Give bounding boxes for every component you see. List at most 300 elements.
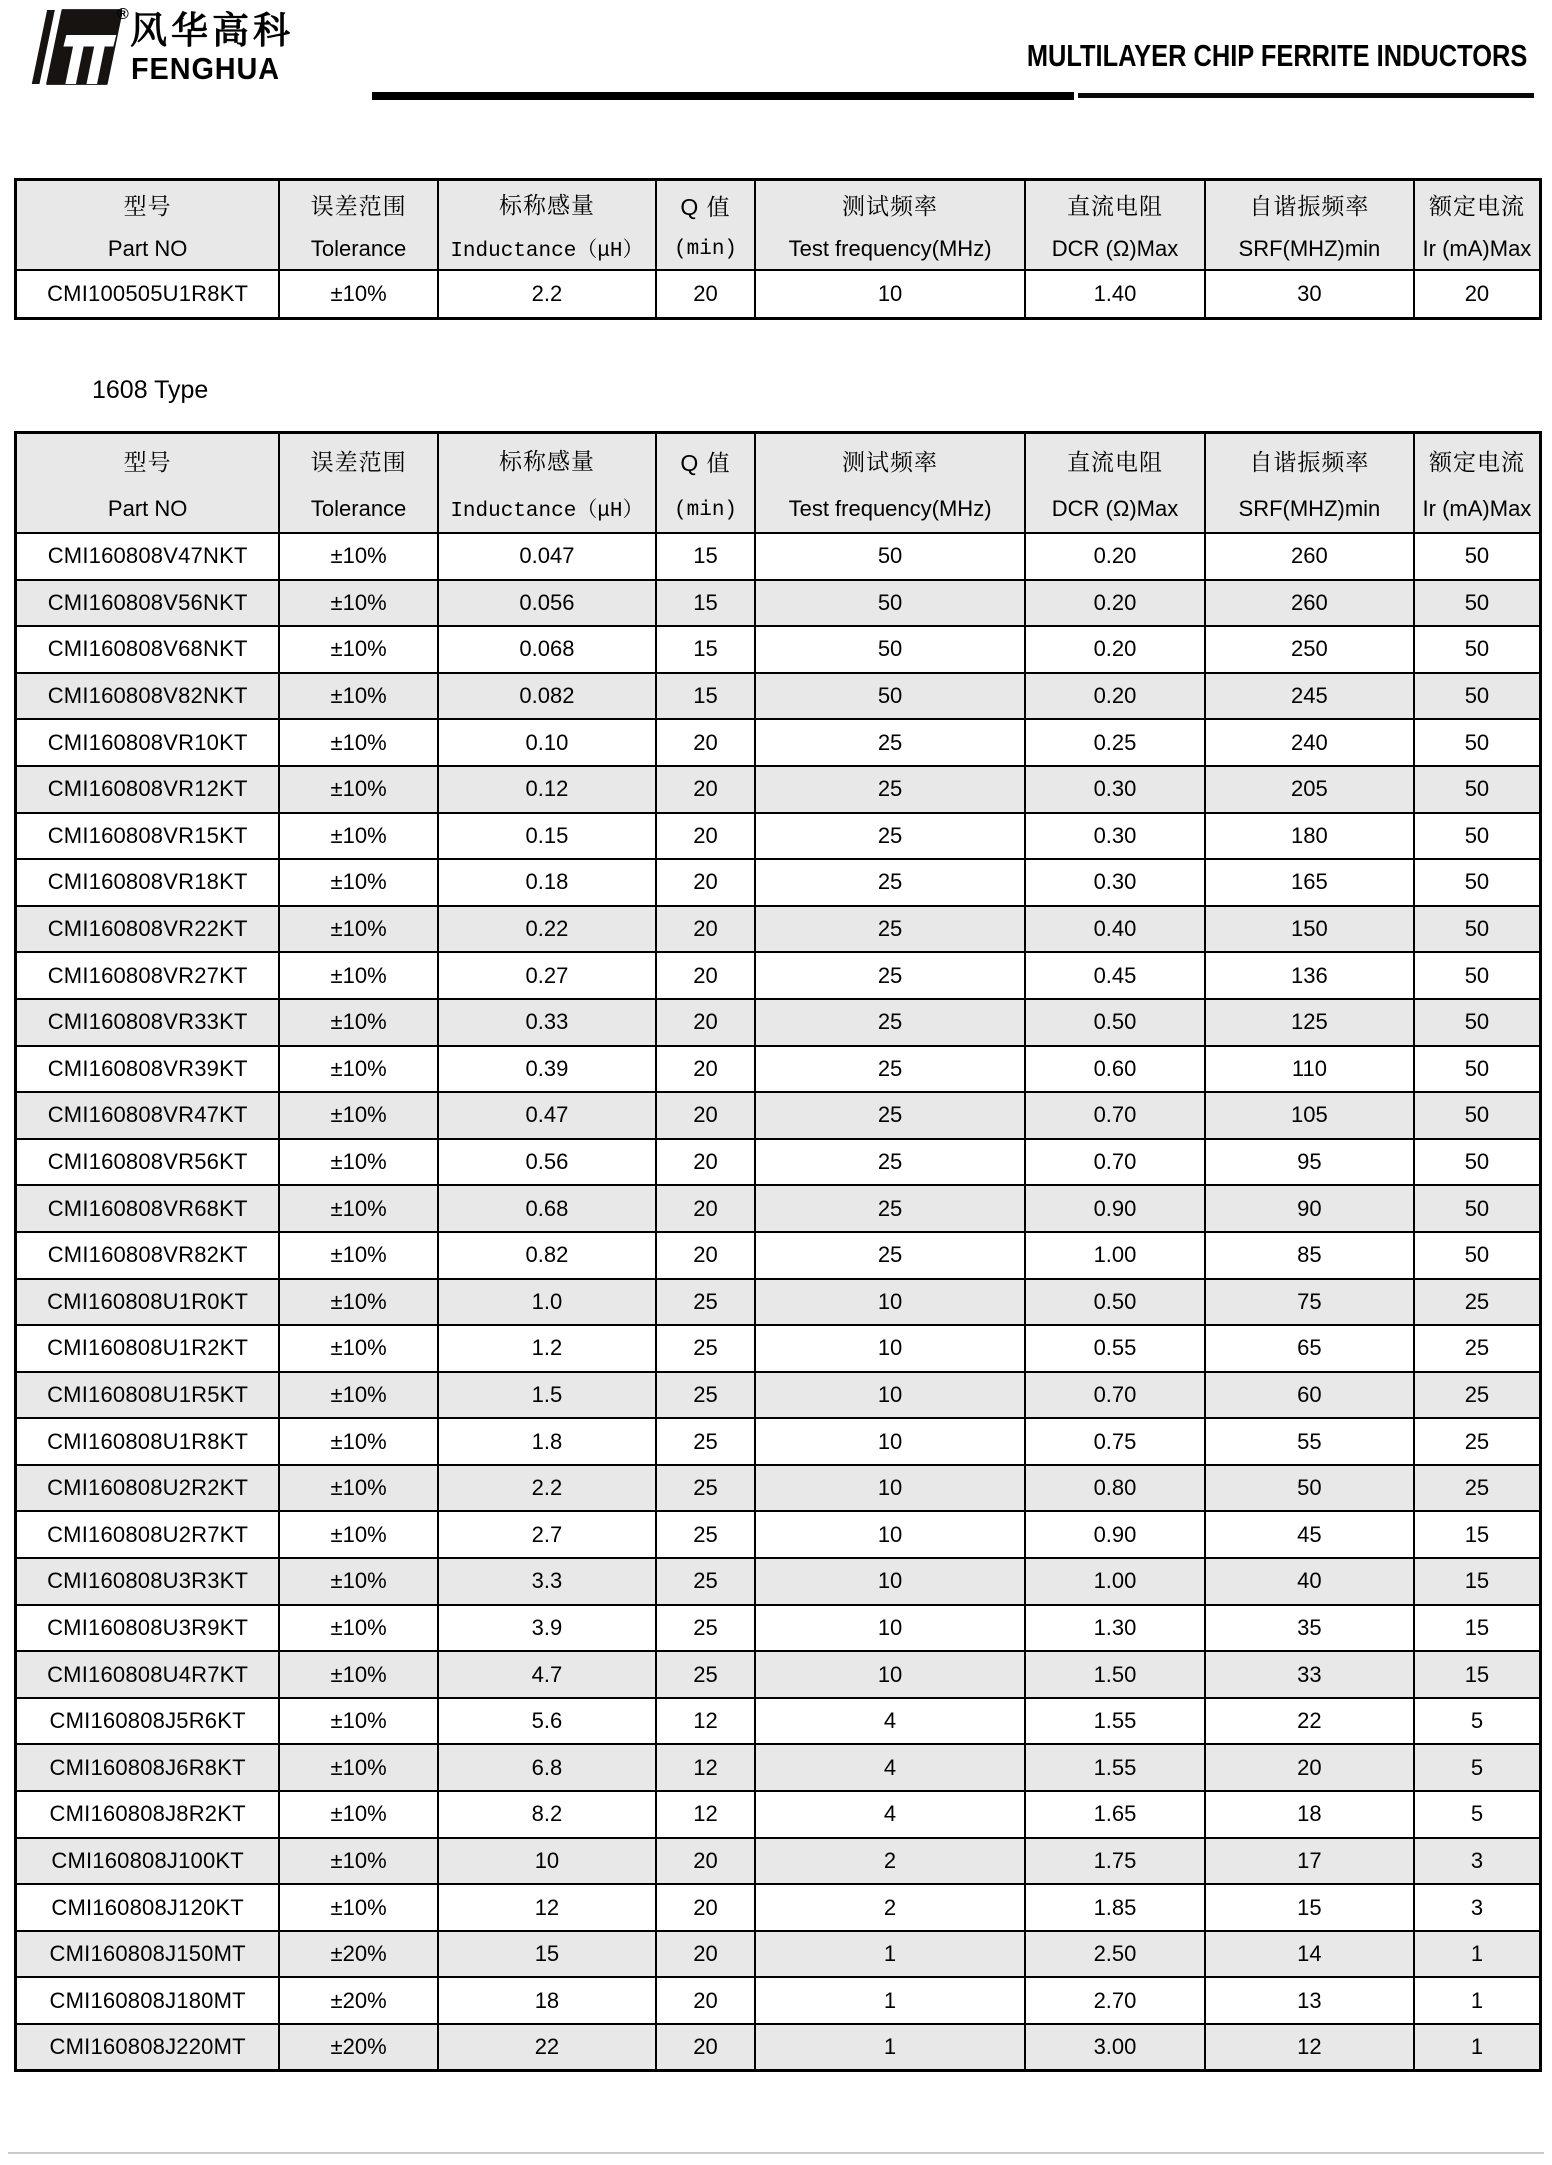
column-header-en: DCR (Ω)Max — [1051, 496, 1179, 522]
value-cell: 12 — [656, 1791, 755, 1838]
value-cell: 3.00 — [1025, 2024, 1205, 2071]
table-row — [16, 813, 1541, 860]
part-no-cell: CMI160808VR33KT — [16, 999, 280, 1046]
value-cell: 50 — [1414, 859, 1541, 906]
value-cell: 25 — [1414, 1418, 1541, 1465]
value-cell: 0.75 — [1025, 1418, 1205, 1465]
column-header-cn: 测试频率 — [842, 448, 939, 475]
value-cell: 25 — [755, 1092, 1025, 1139]
part-no-cell: CMI160808VR27KT — [16, 952, 280, 999]
table-row — [16, 1558, 1541, 1605]
value-cell: 40 — [1205, 1558, 1414, 1605]
value-cell: 50 — [1414, 1139, 1541, 1186]
value-cell: 0.39 — [438, 1046, 656, 1093]
value-cell: 33 — [1205, 1651, 1414, 1698]
column-header-cn: 误差范围 — [310, 448, 407, 475]
value-cell: 22 — [438, 2024, 656, 2071]
value-cell: ±10% — [279, 1418, 438, 1465]
column-header-cn: 额定电流 — [1428, 448, 1525, 475]
value-cell: 205 — [1205, 766, 1414, 813]
value-cell: 1.5 — [438, 1372, 656, 1419]
value-cell: 1.65 — [1025, 1791, 1205, 1838]
value-cell: 110 — [1205, 1046, 1414, 1093]
value-cell: ±10% — [279, 580, 438, 627]
part-no-cell: CMI160808VR56KT — [16, 1139, 280, 1186]
value-cell: 10 — [755, 1511, 1025, 1558]
value-cell: 10 — [755, 1651, 1025, 1698]
value-cell: 25 — [755, 999, 1025, 1046]
value-cell: ±10% — [279, 1884, 438, 1931]
value-cell: 260 — [1205, 533, 1414, 580]
value-cell: 2.7 — [438, 1511, 656, 1558]
value-cell: 50 — [755, 626, 1025, 673]
value-cell: 1 — [755, 2024, 1025, 2071]
value-cell: ±10% — [279, 999, 438, 1046]
column-header-2 — [279, 180, 438, 271]
value-cell: 0.82 — [438, 1232, 656, 1279]
part-no-cell: CMI160808U2R2KT — [16, 1465, 280, 1512]
value-cell: ±10% — [279, 1139, 438, 1186]
value-cell: 65 — [1205, 1325, 1414, 1372]
header-row — [16, 433, 1541, 534]
part-no-cell: CMI160808VR68KT — [16, 1185, 280, 1232]
value-cell: ±20% — [279, 1931, 438, 1978]
value-cell: 50 — [1414, 533, 1541, 580]
fenghua-logo-icon — [26, 6, 122, 93]
value-cell: 25 — [656, 1651, 755, 1698]
value-cell: 1.75 — [1025, 1838, 1205, 1885]
value-cell: 0.50 — [1025, 1279, 1205, 1326]
value-cell: 0.30 — [1025, 766, 1205, 813]
value-cell: 2.2 — [438, 270, 656, 318]
column-header-5 — [755, 433, 1025, 534]
value-cell: 50 — [1414, 580, 1541, 627]
value-cell: ±10% — [279, 906, 438, 953]
value-cell: 1 — [1414, 1977, 1541, 2024]
value-cell: 5.6 — [438, 1698, 656, 1745]
value-cell: 0.70 — [1025, 1139, 1205, 1186]
part-no-cell: CMI160808VR12KT — [16, 766, 280, 813]
value-cell: ±10% — [279, 952, 438, 999]
value-cell: 0.47 — [438, 1092, 656, 1139]
value-cell: 15 — [1414, 1651, 1541, 1698]
table-row — [16, 673, 1541, 720]
value-cell: 10 — [755, 270, 1025, 318]
column-header-cn: 直流电阻 — [1066, 448, 1163, 475]
value-cell: 25 — [656, 1605, 755, 1652]
part-no-cell: CMI160808U2R7KT — [16, 1511, 280, 1558]
value-cell: 245 — [1205, 673, 1414, 720]
value-cell: 25 — [755, 952, 1025, 999]
value-cell: 1 — [1414, 2024, 1541, 2071]
value-cell: ±20% — [279, 1977, 438, 2024]
column-header-cn: 自谐振频率 — [1249, 448, 1370, 475]
column-header-2 — [279, 433, 438, 534]
column-header-5 — [755, 180, 1025, 271]
value-cell: ±10% — [279, 1511, 438, 1558]
value-cell: 0.70 — [1025, 1372, 1205, 1419]
table-row — [16, 1325, 1541, 1372]
part-no-cell: CMI160808VR82KT — [16, 1232, 280, 1279]
value-cell: 50 — [1414, 952, 1541, 999]
value-cell: 20 — [656, 1046, 755, 1093]
part-no-cell: CMI160808U1R0KT — [16, 1279, 280, 1326]
value-cell: 0.30 — [1025, 813, 1205, 860]
column-header-cn: 额定电流 — [1428, 193, 1525, 220]
spec-table-1608 — [14, 431, 1542, 2072]
value-cell: 105 — [1205, 1092, 1414, 1139]
value-cell: 25 — [656, 1511, 755, 1558]
value-cell: 50 — [1414, 813, 1541, 860]
table-row — [16, 1046, 1541, 1093]
value-cell: 50 — [755, 533, 1025, 580]
value-cell: 1.55 — [1025, 1744, 1205, 1791]
value-cell: 1.40 — [1025, 270, 1205, 318]
column-header-en: DCR (Ω)Max — [1051, 235, 1179, 261]
value-cell: 60 — [1205, 1372, 1414, 1419]
value-cell: 25 — [656, 1418, 755, 1465]
column-header-4 — [656, 180, 755, 271]
table-row — [16, 580, 1541, 627]
column-header-en: Inductance（μH） — [450, 500, 644, 524]
value-cell: ±10% — [279, 1372, 438, 1419]
table-row — [16, 1698, 1541, 1745]
value-cell: ±20% — [279, 2024, 438, 2071]
page-footer-rule — [8, 2152, 1544, 2154]
value-cell: 10 — [755, 1465, 1025, 1512]
value-cell: 8.2 — [438, 1791, 656, 1838]
part-no-cell: CMI160808J180MT — [16, 1977, 280, 2024]
value-cell: 136 — [1205, 952, 1414, 999]
value-cell: 2.70 — [1025, 1977, 1205, 2024]
part-no-cell: CMI160808V47NKT — [16, 533, 280, 580]
value-cell: 2.50 — [1025, 1931, 1205, 1978]
value-cell: 12 — [656, 1744, 755, 1791]
value-cell: 50 — [1414, 906, 1541, 953]
column-header-8 — [1414, 433, 1541, 534]
value-cell: 1.50 — [1025, 1651, 1205, 1698]
value-cell: 20 — [1414, 270, 1541, 318]
table-row — [16, 952, 1541, 999]
part-no-cell: CMI160808J5R6KT — [16, 1698, 280, 1745]
value-cell: 15 — [1414, 1511, 1541, 1558]
table-row — [16, 626, 1541, 673]
table-row — [16, 2024, 1541, 2071]
part-no-cell: CMI160808U3R9KT — [16, 1605, 280, 1652]
column-header-cn: 测试频率 — [842, 193, 939, 220]
column-header-en: Inductance（μH） — [450, 239, 644, 263]
value-cell: ±10% — [279, 270, 438, 318]
value-cell: 150 — [1205, 906, 1414, 953]
value-cell: 1.2 — [438, 1325, 656, 1372]
value-cell: 4.7 — [438, 1651, 656, 1698]
value-cell: 0.047 — [438, 533, 656, 580]
value-cell: 18 — [1205, 1791, 1414, 1838]
part-no-cell: CMI160808J100KT — [16, 1838, 280, 1885]
value-cell: 25 — [656, 1372, 755, 1419]
value-cell: 50 — [1414, 626, 1541, 673]
column-header-cn: 直流电阻 — [1066, 193, 1163, 220]
value-cell: 25 — [656, 1465, 755, 1512]
part-no-cell: CMI160808U4R7KT — [16, 1651, 280, 1698]
value-cell: 0.80 — [1025, 1465, 1205, 1512]
value-cell: 25 — [755, 1185, 1025, 1232]
part-no-cell: CMI160808VR22KT — [16, 906, 280, 953]
value-cell: 260 — [1205, 580, 1414, 627]
value-cell: 25 — [1414, 1279, 1541, 1326]
value-cell: 10 — [755, 1325, 1025, 1372]
value-cell: 13 — [1205, 1977, 1414, 2024]
value-cell: 20 — [656, 1092, 755, 1139]
value-cell: 95 — [1205, 1139, 1414, 1186]
table-row — [16, 999, 1541, 1046]
value-cell: 5 — [1414, 1791, 1541, 1838]
spec-table-1005 — [14, 178, 1542, 320]
column-header-en: Part NO — [107, 235, 188, 261]
value-cell: 35 — [1205, 1605, 1414, 1652]
table-row — [16, 1838, 1541, 1885]
value-cell: 50 — [1414, 719, 1541, 766]
value-cell: 14 — [1205, 1931, 1414, 1978]
value-cell: 20 — [656, 1232, 755, 1279]
part-no-cell: CMI160808J6R8KT — [16, 1744, 280, 1791]
part-no-cell: CMI160808VR39KT — [16, 1046, 280, 1093]
value-cell: 15 — [1414, 1558, 1541, 1605]
value-cell: 3.9 — [438, 1605, 656, 1652]
value-cell: 240 — [1205, 719, 1414, 766]
value-cell: 15 — [656, 533, 755, 580]
column-header-7 — [1205, 433, 1414, 534]
value-cell: 15 — [656, 673, 755, 720]
value-cell: 85 — [1205, 1232, 1414, 1279]
value-cell: 25 — [755, 906, 1025, 953]
column-header-cn: 标称感量 — [498, 447, 595, 474]
value-cell: 20 — [656, 766, 755, 813]
value-cell: 3 — [1414, 1838, 1541, 1885]
value-cell: 0.90 — [1025, 1185, 1205, 1232]
column-header-en: Tolerance — [310, 235, 407, 261]
value-cell: ±10% — [279, 719, 438, 766]
value-cell: 0.12 — [438, 766, 656, 813]
value-cell: 50 — [1414, 1092, 1541, 1139]
value-cell: 15 — [656, 580, 755, 627]
value-cell: 0.20 — [1025, 533, 1205, 580]
column-header-cn: 型号 — [123, 193, 172, 220]
column-header-6 — [1025, 433, 1205, 534]
part-no-cell: CMI160808VR18KT — [16, 859, 280, 906]
part-no-cell: CMI160808J8R2KT — [16, 1791, 280, 1838]
value-cell: 10 — [755, 1279, 1025, 1326]
value-cell: 0.20 — [1025, 580, 1205, 627]
value-cell: 0.40 — [1025, 906, 1205, 953]
table-row — [16, 906, 1541, 953]
column-header-cn: 标称感量 — [498, 192, 595, 219]
header-row — [16, 180, 1541, 271]
column-header-en: Test frequency(MHz) — [788, 496, 992, 522]
value-cell: 20 — [656, 999, 755, 1046]
value-cell: 15 — [656, 626, 755, 673]
section-label-1608-type: 1608 Type — [92, 376, 209, 404]
value-cell: 90 — [1205, 1185, 1414, 1232]
part-no-cell: CMI160808V82NKT — [16, 673, 280, 720]
value-cell: 20 — [656, 1931, 755, 1978]
brand-name-chinese: 风华高科 — [130, 10, 294, 51]
column-header-en: Test frequency(MHz) — [788, 235, 992, 261]
value-cell: 0.33 — [438, 999, 656, 1046]
value-cell: 25 — [755, 1139, 1025, 1186]
value-cell: ±10% — [279, 1698, 438, 1745]
table-row — [16, 1232, 1541, 1279]
table-row — [16, 719, 1541, 766]
column-header-en: Ir (mA)Max — [1422, 496, 1532, 522]
part-no-cell: CMI160808V56NKT — [16, 580, 280, 627]
value-cell: 20 — [656, 906, 755, 953]
value-cell: 20 — [656, 270, 755, 318]
value-cell: 25 — [755, 859, 1025, 906]
value-cell: 50 — [1414, 766, 1541, 813]
value-cell: 17 — [1205, 1838, 1414, 1885]
value-cell: ±10% — [279, 1605, 438, 1652]
value-cell: 1.8 — [438, 1418, 656, 1465]
value-cell: 1.55 — [1025, 1698, 1205, 1745]
table-row — [16, 1372, 1541, 1419]
table-row — [16, 1092, 1541, 1139]
table-row — [16, 859, 1541, 906]
value-cell: 250 — [1205, 626, 1414, 673]
value-cell: 1.85 — [1025, 1884, 1205, 1931]
table-row — [16, 1511, 1541, 1558]
value-cell: 1 — [755, 1977, 1025, 2024]
table-row — [16, 766, 1541, 813]
table-row — [16, 1744, 1541, 1791]
part-no-cell: CMI160808VR15KT — [16, 813, 280, 860]
value-cell: 75 — [1205, 1279, 1414, 1326]
page-title: MULTILAYER CHIP FERRITE INDUCTORS — [1026, 38, 1527, 73]
value-cell: 0.22 — [438, 906, 656, 953]
value-cell: 45 — [1205, 1511, 1414, 1558]
value-cell: 50 — [1414, 1185, 1541, 1232]
part-no-cell: CMI160808J220MT — [16, 2024, 280, 2071]
column-header-cn: 误差范围 — [310, 193, 407, 220]
value-cell: 4 — [755, 1791, 1025, 1838]
value-cell: 4 — [755, 1744, 1025, 1791]
value-cell: ±10% — [279, 1465, 438, 1512]
column-header-en: SRF(MHZ)min — [1238, 235, 1381, 261]
value-cell: 180 — [1205, 813, 1414, 860]
value-cell: 18 — [438, 1977, 656, 2024]
value-cell: 10 — [755, 1418, 1025, 1465]
value-cell: 0.25 — [1025, 719, 1205, 766]
value-cell: 20 — [656, 813, 755, 860]
value-cell: 10 — [755, 1372, 1025, 1419]
part-no-cell: CMI160808U3R3KT — [16, 1558, 280, 1605]
value-cell: 20 — [656, 1977, 755, 2024]
value-cell: 5 — [1414, 1744, 1541, 1791]
table-row — [16, 1977, 1541, 2024]
column-header-en: (min) — [674, 238, 738, 261]
table-row — [16, 1884, 1541, 1931]
table-row — [16, 533, 1541, 580]
value-cell: ±10% — [279, 1744, 438, 1791]
value-cell: ±10% — [279, 1558, 438, 1605]
value-cell: 10 — [438, 1838, 656, 1885]
value-cell: 1.00 — [1025, 1558, 1205, 1605]
value-cell: 2 — [755, 1884, 1025, 1931]
value-cell: 20 — [656, 859, 755, 906]
value-cell: 25 — [755, 1232, 1025, 1279]
column-header-4 — [656, 433, 755, 534]
column-header-cn: 自谐振频率 — [1249, 193, 1370, 220]
part-no-cell: CMI160808U1R5KT — [16, 1372, 280, 1419]
value-cell: ±10% — [279, 1651, 438, 1698]
value-cell: 0.90 — [1025, 1511, 1205, 1558]
value-cell: 165 — [1205, 859, 1414, 906]
value-cell: ±10% — [279, 673, 438, 720]
value-cell: ±10% — [279, 626, 438, 673]
part-no-cell: CMI160808V68NKT — [16, 626, 280, 673]
column-header-en: SRF(MHZ)min — [1238, 496, 1381, 522]
value-cell: 25 — [755, 766, 1025, 813]
column-header-6 — [1025, 180, 1205, 271]
value-cell: 25 — [755, 813, 1025, 860]
value-cell: 0.55 — [1025, 1325, 1205, 1372]
value-cell: 3 — [1414, 1884, 1541, 1931]
value-cell: 3.3 — [438, 1558, 656, 1605]
value-cell: 1.00 — [1025, 1232, 1205, 1279]
value-cell: 2.2 — [438, 1465, 656, 1512]
value-cell: 20 — [656, 952, 755, 999]
column-header-en: Tolerance — [310, 496, 407, 522]
value-cell: 22 — [1205, 1698, 1414, 1745]
header-rule-left — [372, 92, 1074, 100]
value-cell: 1.0 — [438, 1279, 656, 1326]
value-cell: 50 — [1205, 1465, 1414, 1512]
column-header-en: (min) — [674, 498, 738, 522]
column-header-cn: Q 值 — [680, 194, 731, 220]
header-rule-right — [1078, 93, 1534, 98]
value-cell: 25 — [1414, 1372, 1541, 1419]
column-header-en: Part NO — [107, 496, 188, 522]
part-no-cell: CMI160808VR10KT — [16, 719, 280, 766]
value-cell: 20 — [1205, 1744, 1414, 1791]
value-cell: 50 — [1414, 673, 1541, 720]
table-row — [16, 1139, 1541, 1186]
value-cell: 25 — [1414, 1465, 1541, 1512]
value-cell: 0.18 — [438, 859, 656, 906]
value-cell: 0.10 — [438, 719, 656, 766]
value-cell: 0.056 — [438, 580, 656, 627]
table-row — [16, 1418, 1541, 1465]
column-header-8 — [1414, 180, 1541, 271]
part-no-cell: CMI160808U1R2KT — [16, 1325, 280, 1372]
value-cell: ±10% — [279, 1279, 438, 1326]
table-row — [16, 1651, 1541, 1698]
column-header-1 — [16, 180, 280, 271]
value-cell: 1 — [1414, 1931, 1541, 1978]
table-row — [16, 1605, 1541, 1652]
value-cell: 50 — [755, 673, 1025, 720]
value-cell: 5 — [1414, 1698, 1541, 1745]
part-no-cell: CMI160808J150MT — [16, 1931, 280, 1978]
value-cell: ±10% — [279, 1092, 438, 1139]
value-cell: ±10% — [279, 1325, 438, 1372]
table-row — [16, 1465, 1541, 1512]
column-header-3 — [438, 433, 656, 534]
value-cell: 12 — [656, 1698, 755, 1745]
value-cell: 20 — [656, 719, 755, 766]
value-cell: 20 — [656, 1139, 755, 1186]
value-cell: 20 — [656, 1838, 755, 1885]
